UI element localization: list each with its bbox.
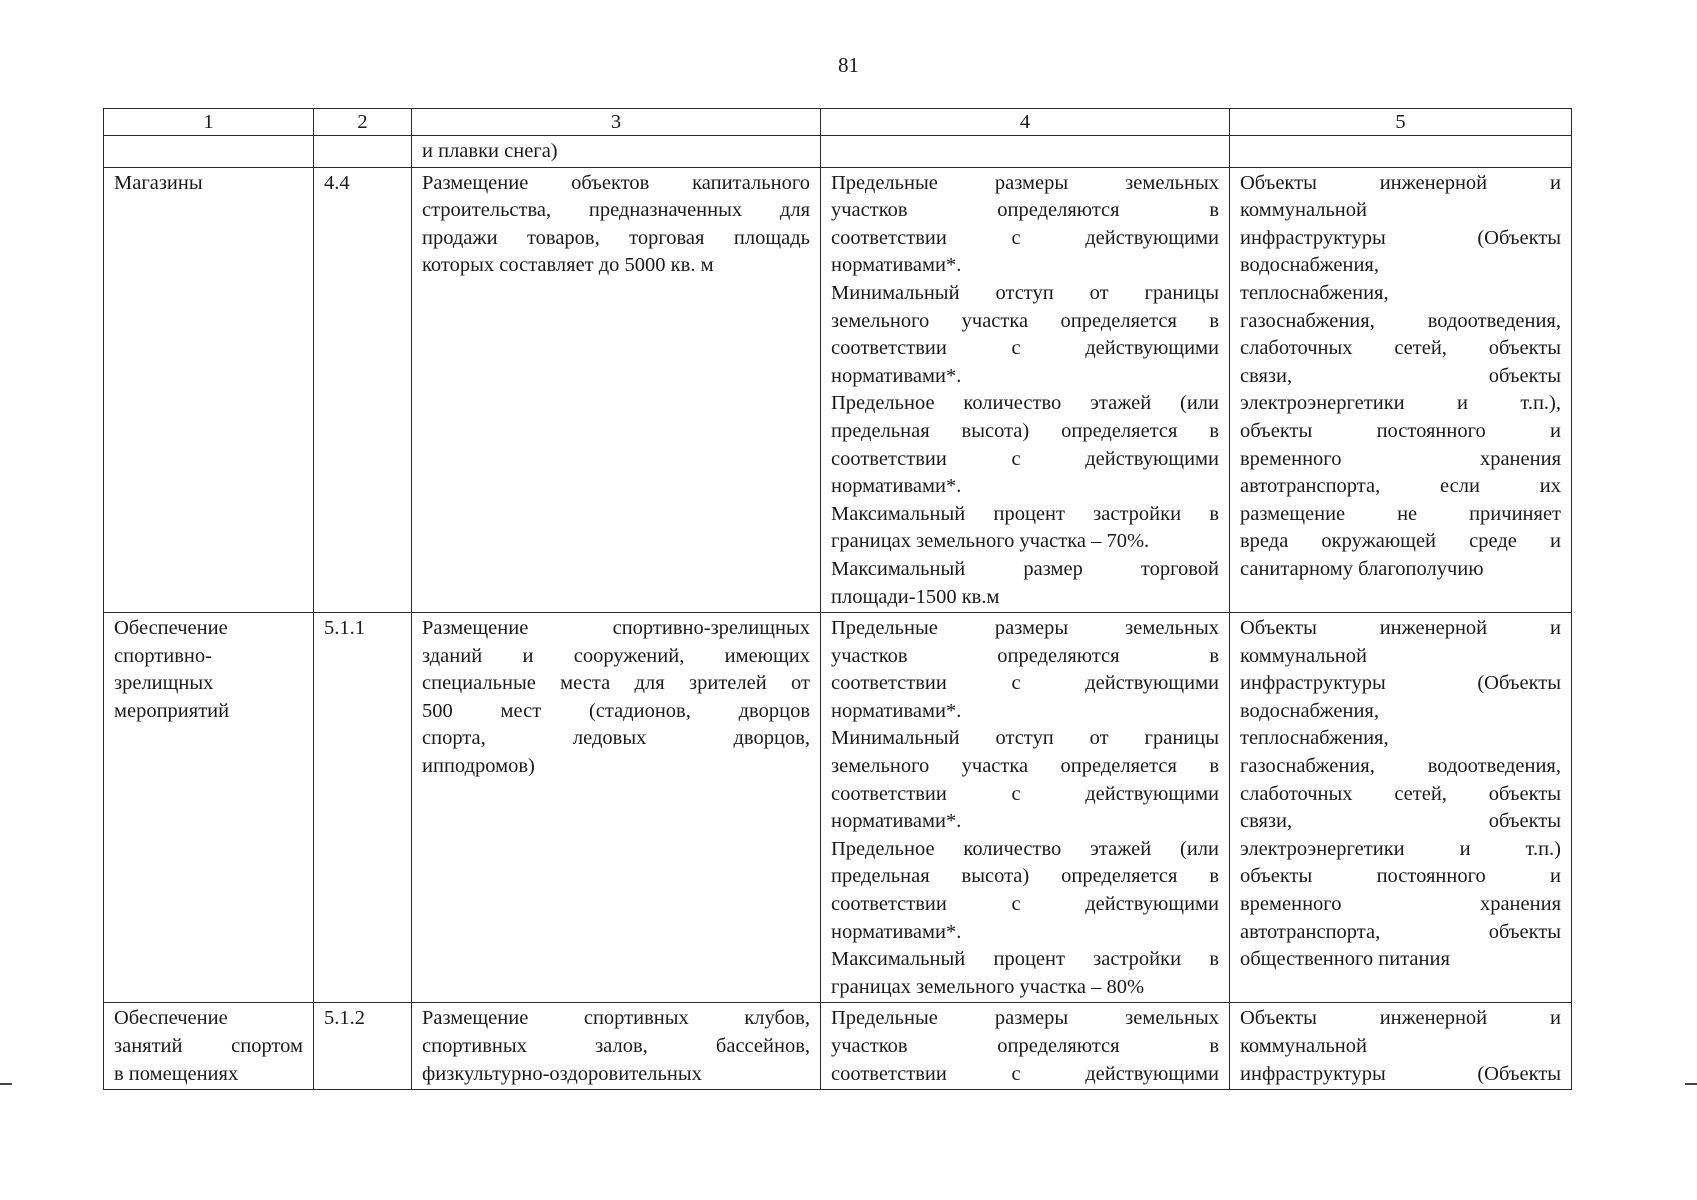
continuation-row: [104, 136, 1572, 168]
description-line: продажи товаров, торговая площадь: [422, 226, 810, 249]
use-code: 4.4: [324, 171, 350, 194]
description-cell: [412, 167, 821, 613]
continuation-col3: и плавки снега): [412, 136, 821, 168]
parameters-line: соответствии с действующими: [831, 893, 1219, 916]
use-name-line: спортивно-: [114, 644, 212, 667]
auxiliary-line: электроэнергетики и т.п.),: [1240, 392, 1561, 415]
auxiliary-line: электроэнергетики и т.п.): [1240, 837, 1561, 860]
use-name-line: Обеспечение: [114, 1007, 228, 1030]
auxiliary-line: коммунальной: [1240, 1035, 1367, 1057]
use-name-line: зрелищных: [114, 672, 214, 695]
parameters-line: Предельные размеры земельных: [831, 617, 1219, 640]
auxiliary-line: размещение не причиняет: [1240, 502, 1561, 525]
parameters-line: границах земельного участка – 70%.: [831, 530, 1150, 553]
continuation-col4: [821, 136, 1230, 168]
parameters-line: Предельное количество этажей (или: [831, 392, 1219, 415]
table-row: [104, 167, 1572, 613]
parameters-line: предельная высота) определяется в: [831, 865, 1219, 888]
auxiliary-line: связи, объекты: [1240, 810, 1561, 833]
auxiliary-line: вреда окружающей среде и: [1240, 530, 1561, 553]
auxiliary-line: коммунальной: [1240, 199, 1367, 222]
parameters-line: Предельные размеры земельных: [831, 171, 1219, 194]
parameters-line: соответствии с действующими: [831, 447, 1219, 470]
use-name-line: занятий спортом: [114, 1035, 303, 1057]
description-line: Размещение спортивных клубов,: [422, 1007, 810, 1030]
auxiliary-line: водоснабжения,: [1240, 699, 1379, 722]
parameters-line: нормативами*.: [831, 920, 962, 943]
auxiliary-line: теплоснабжения,: [1240, 281, 1389, 304]
auxiliary-line: газоснабжения, водоотведения,: [1240, 755, 1561, 778]
auxiliary-line: общественного питания: [1240, 948, 1450, 971]
right-edge-mark: [1685, 1083, 1697, 1085]
auxiliary-line: объекты постоянного и: [1240, 865, 1561, 888]
use-name-cell: [104, 613, 314, 1003]
auxiliary-line: инфраструктуры (Объекты: [1240, 226, 1561, 249]
auxiliary-uses-cell: [1230, 1003, 1572, 1090]
parameters-line: Минимальный отступ от границы: [831, 281, 1219, 304]
column-header-4: 4: [821, 109, 1230, 136]
column-header-3: 3: [412, 109, 821, 136]
parameters-line: Максимальный процент застройки в: [831, 502, 1219, 525]
auxiliary-line: автотранспорта, если их: [1240, 475, 1561, 498]
column-header-2: 2: [314, 109, 412, 136]
parameters-line: соответствии с действующими: [831, 1062, 1219, 1085]
description-cell: [412, 1003, 821, 1090]
parameters-line: площади-1500 кв.м: [831, 585, 1000, 608]
parameters-line: нормативами*.: [831, 699, 962, 722]
column-number-row: [104, 109, 1572, 136]
parameters-line: участков определяются в: [831, 199, 1219, 222]
description-line: строительства, предназначенных для: [422, 199, 810, 222]
description-line: ипподромов): [422, 755, 535, 778]
parameters-line: участков определяются в: [831, 644, 1219, 667]
continuation-col2: [314, 136, 412, 168]
use-name-line: мероприятий: [114, 699, 230, 722]
parameters-line: участков определяются в: [831, 1035, 1219, 1057]
description-line: которых составляет до 5000 кв. м: [422, 254, 714, 277]
table-row: [104, 613, 1572, 1003]
auxiliary-line: автотранспорта, объекты: [1240, 920, 1561, 943]
use-code-cell: [314, 1003, 412, 1090]
description-line: Размещение спортивно-зрелищных: [422, 617, 810, 640]
description-line: физкультурно-оздоровительных: [422, 1062, 702, 1085]
parameters-line: предельная высота) определяется в: [831, 419, 1219, 442]
use-code-cell: [314, 613, 412, 1003]
auxiliary-line: Объекты инженерной и: [1240, 1007, 1561, 1030]
parameters-line: земельного участка определяется в: [831, 755, 1219, 778]
description-line: специальные места для зрителей от: [422, 672, 810, 695]
column-header-1: 1: [104, 109, 314, 136]
parameters-line: Максимальный размер торговой: [831, 557, 1219, 580]
description-line: зданий и сооружений, имеющих: [422, 644, 810, 667]
land-use-table: [103, 108, 1572, 1090]
parameters-line: Минимальный отступ от границы: [831, 727, 1219, 750]
auxiliary-uses-cell: [1230, 167, 1572, 613]
auxiliary-line: связи, объекты: [1240, 364, 1561, 387]
table-row: [104, 1003, 1572, 1090]
auxiliary-line: объекты постоянного и: [1240, 419, 1561, 442]
use-name-cell: [104, 167, 314, 613]
parameters-line: Предельные размеры земельных: [831, 1007, 1219, 1030]
auxiliary-line: временного хранения: [1240, 447, 1561, 470]
description-cell: [412, 613, 821, 1003]
auxiliary-line: газоснабжения, водоотведения,: [1240, 309, 1561, 332]
auxiliary-uses-cell: [1230, 613, 1572, 1003]
auxiliary-line: временного хранения: [1240, 893, 1561, 916]
parameters-line: нормативами*.: [831, 254, 962, 277]
parameters-line: соответствии с действующими: [831, 782, 1219, 805]
column-header-5: 5: [1230, 109, 1572, 136]
parameters-line: земельного участка определяется в: [831, 309, 1219, 332]
description-line: Размещение объектов капитального: [422, 171, 810, 194]
parameters-line: границах земельного участка – 80%: [831, 975, 1145, 998]
use-name: Магазины: [114, 171, 203, 194]
auxiliary-line: коммунальной: [1240, 644, 1367, 667]
parameters-line: соответствии с действующими: [831, 337, 1219, 360]
auxiliary-line: санитарному благополучию: [1240, 557, 1484, 580]
auxiliary-line: водоснабжения,: [1240, 254, 1379, 277]
parameters-line: Предельное количество этажей (или: [831, 837, 1219, 860]
continuation-col5: [1230, 136, 1572, 168]
use-code: 5.1.2: [324, 1007, 365, 1030]
auxiliary-line: инфраструктуры (Объекты: [1240, 672, 1561, 695]
auxiliary-line: слаботочных сетей, объекты: [1240, 782, 1561, 805]
description-line: спортивных залов, бассейнов,: [422, 1035, 810, 1057]
parameters-cell: [821, 1003, 1230, 1090]
parameters-line: нормативами*.: [831, 364, 962, 387]
use-code-cell: [314, 167, 412, 613]
parameters-line: нормативами*.: [831, 475, 962, 498]
use-code: 5.1.1: [324, 617, 365, 640]
use-name-line: Обеспечение: [114, 617, 228, 640]
auxiliary-line: Объекты инженерной и: [1240, 617, 1561, 640]
continuation-col1: [104, 136, 314, 168]
auxiliary-line: Объекты инженерной и: [1240, 171, 1561, 194]
auxiliary-line: теплоснабжения,: [1240, 727, 1389, 750]
parameters-line: соответствии с действующими: [831, 672, 1219, 695]
parameters-line: соответствии с действующими: [831, 226, 1219, 249]
parameters-cell: [821, 167, 1230, 613]
auxiliary-line: слаботочных сетей, объекты: [1240, 337, 1561, 360]
description-line: 500 мест (стадионов, дворцов: [422, 699, 810, 722]
use-name-cell: [104, 1003, 314, 1090]
page-number: 81: [838, 53, 859, 77]
parameters-line: нормативами*.: [831, 810, 962, 833]
parameters-cell: [821, 613, 1230, 1003]
parameters-line: Максимальный процент застройки в: [831, 948, 1219, 971]
left-edge-mark: [0, 1083, 12, 1085]
description-line: спорта, ледовых дворцов,: [422, 727, 810, 750]
use-name-line: в помещениях: [114, 1062, 239, 1085]
auxiliary-line: инфраструктуры (Объекты: [1240, 1062, 1561, 1085]
